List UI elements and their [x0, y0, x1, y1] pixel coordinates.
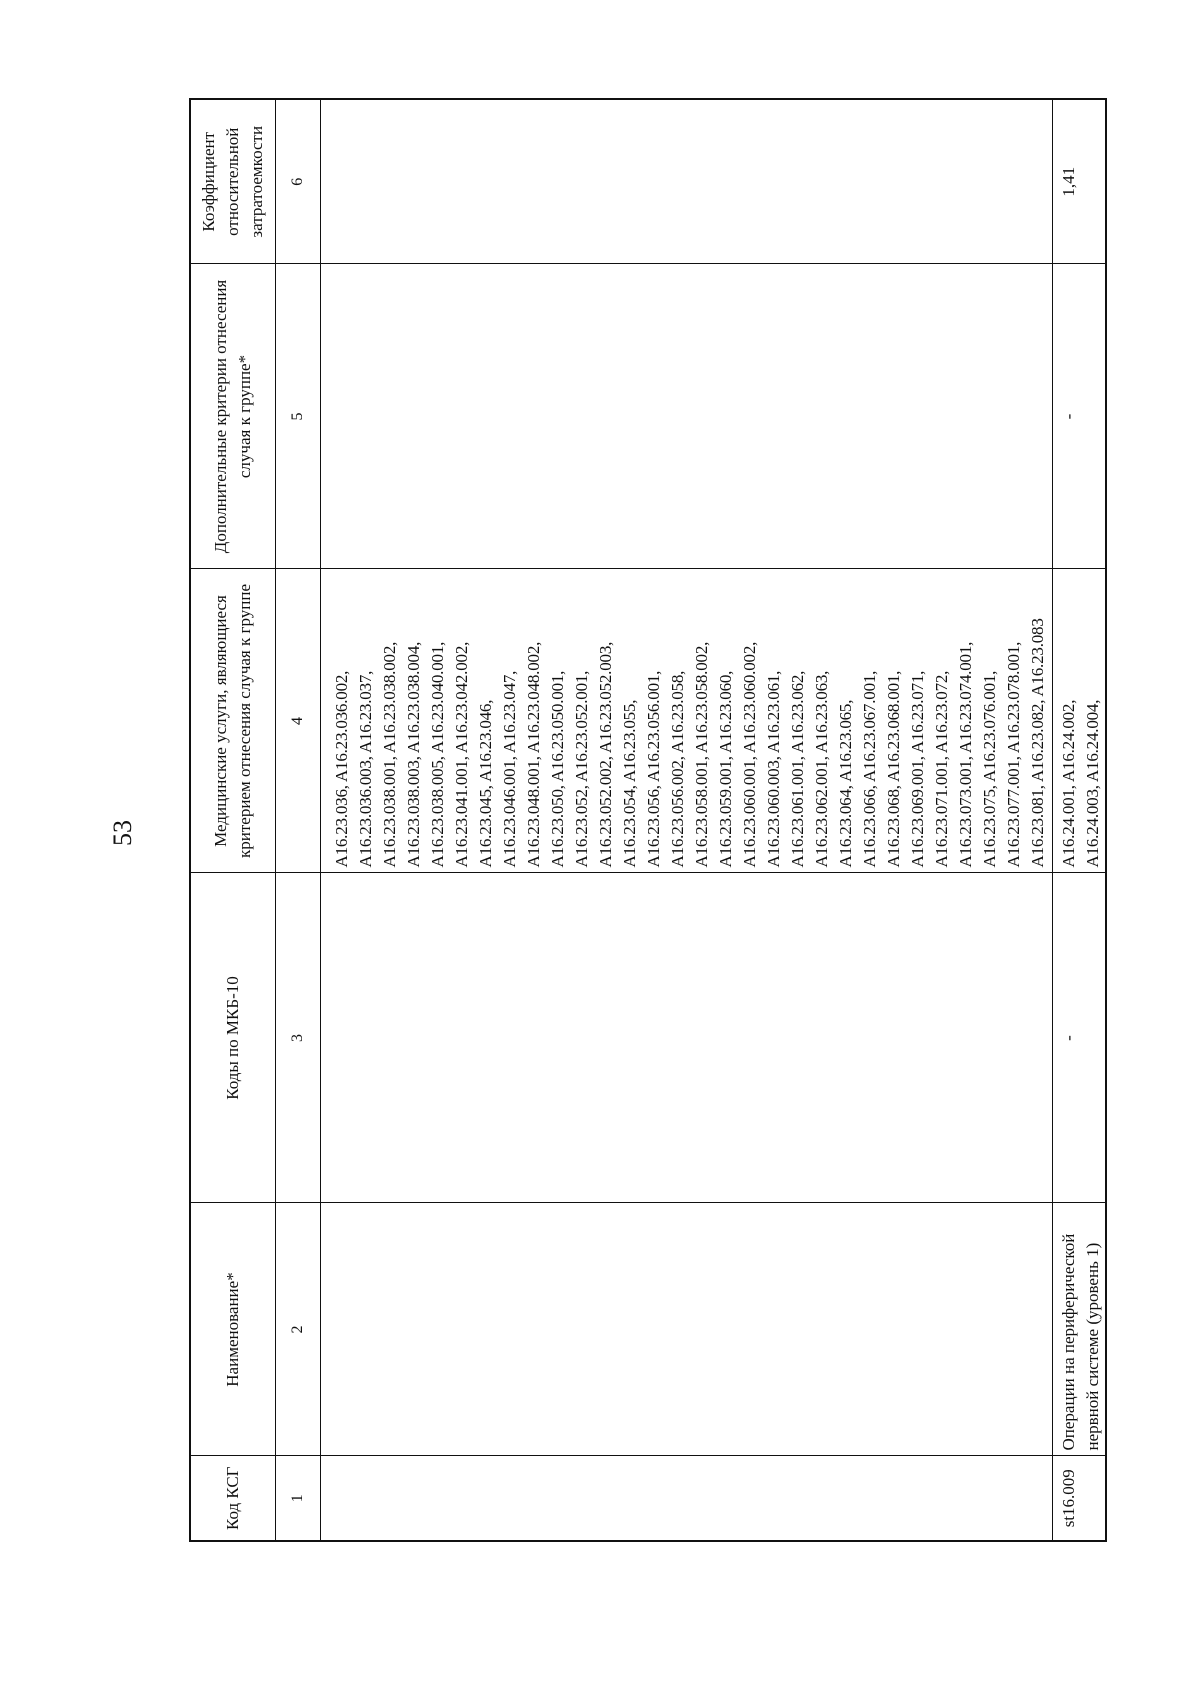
column-number: 1 — [275, 1456, 320, 1541]
service-code-line: A16.23.059.001, A16.23.060, — [715, 670, 735, 868]
continuation-coef-cell — [320, 99, 1052, 264]
service-code-line: A16.23.069.001, A16.23.071, — [907, 670, 927, 868]
service-code-line: A16.23.061.001, A16.23.062, — [787, 670, 807, 868]
ksg-name-cell: Операции на периферической нервной системе (уровень 1) — [1052, 1203, 1106, 1456]
header-ksg-code: Код КСГ — [190, 1456, 275, 1541]
service-code-line: A16.23.066, A16.23.067.001, — [859, 670, 879, 868]
column-number: 3 — [275, 873, 320, 1203]
ksg-table-grid — [189, 98, 1107, 1542]
service-code-line: A16.23.048.001, A16.23.048.002, — [523, 641, 543, 868]
service-code-line: A16.23.056, A16.23.056.001, — [643, 670, 663, 868]
service-code-line: A16.23.046.001, A16.23.047, — [499, 670, 519, 868]
service-code-line: A16.23.077.001, A16.23.078.001, — [1003, 641, 1023, 868]
service-code-line: A16.23.056.002, A16.23.058, — [667, 670, 687, 868]
service-code-line: A16.23.068, A16.23.068.001, — [883, 670, 903, 868]
service-code-line: A16.23.036.003, A16.23.037, — [355, 670, 375, 868]
service-code-line: A16.23.045, A16.23.046, — [475, 699, 495, 868]
service-code-line: A16.23.058.001, A16.23.058.002, — [691, 641, 711, 868]
table-row — [1052, 99, 1106, 1541]
service-code-line: A16.23.041.001, A16.23.042.002, — [451, 641, 471, 868]
header-coefficient: Коэффициент относительной затратоемкости — [190, 99, 275, 264]
service-code-line: A16.23.036, A16.23.036.002, — [331, 670, 351, 868]
page-number: 53 — [108, 820, 137, 846]
continuation-services-cell — [320, 569, 1052, 873]
mkb-code-cell: - — [1052, 873, 1106, 1203]
service-code-line: A16.23.054, A16.23.055, — [619, 699, 639, 868]
coefficient-cell: 1,41 — [1052, 99, 1106, 264]
service-code-line: A16.23.052.002, A16.23.052.003, — [595, 641, 615, 868]
column-number-row — [275, 99, 320, 1541]
continuation-mkb-cell — [320, 873, 1052, 1203]
service-code-line: A16.23.050, A16.23.050.001, — [547, 670, 567, 868]
service-code-line: A16.24.003, A16.24.004, — [1082, 699, 1102, 868]
header-name: Наименование* — [190, 1203, 275, 1456]
header-extra-criteria: Дополнительные критерии отнесения случая к группе* — [190, 264, 275, 569]
column-number: 4 — [275, 569, 320, 873]
header-mkb-codes: Коды по МКБ-10 — [190, 873, 275, 1203]
header-medical-services: Медицинские услуги, являющиеся критерием отнесения случая к группе — [190, 569, 275, 873]
service-code-line: A16.23.075, A16.23.076.001, — [979, 670, 999, 868]
service-code-line: A16.23.064, A16.23.065, — [835, 699, 855, 868]
services-cell — [1052, 569, 1106, 873]
column-number: 5 — [275, 264, 320, 569]
column-number: 6 — [275, 99, 320, 264]
continuation-extra-cell — [320, 264, 1052, 569]
service-code-line: A16.23.071.001, A16.23.072, — [931, 670, 951, 868]
service-code-line: A16.23.038.005, A16.23.040.001, — [427, 641, 447, 868]
service-code-line: A16.24.001, A16.24.002, — [1058, 699, 1078, 868]
header-row — [190, 99, 275, 1541]
ksg-table — [189, 100, 1102, 1542]
service-code-line: A16.23.073.001, A16.23.074.001, — [955, 641, 975, 868]
continuation-code-cell — [320, 1456, 1052, 1541]
service-code-line: A16.23.038.001, A16.23.038.002, — [379, 641, 399, 868]
service-codes-list — [330, 575, 1050, 868]
continuation-name-cell — [320, 1203, 1052, 1456]
service-code-line: A16.23.038.003, A16.23.038.004, — [403, 641, 423, 868]
service-code-line: A16.23.060.003, A16.23.061, — [763, 670, 783, 868]
service-code-line: A16.23.060.001, A16.23.060.002, — [739, 641, 759, 868]
column-number: 2 — [275, 1203, 320, 1456]
service-code-line: A16.23.052, A16.23.052.001, — [571, 670, 591, 868]
continuation-row — [320, 99, 1052, 1541]
ksg-code-cell: st16.009 — [1052, 1456, 1106, 1541]
extra-criteria-cell: - — [1052, 264, 1106, 569]
service-code-line: A16.23.062.001, A16.23.063, — [811, 670, 831, 868]
service-code-line: A16.23.081, A16.23.082, A16.23.083 — [1027, 618, 1047, 868]
